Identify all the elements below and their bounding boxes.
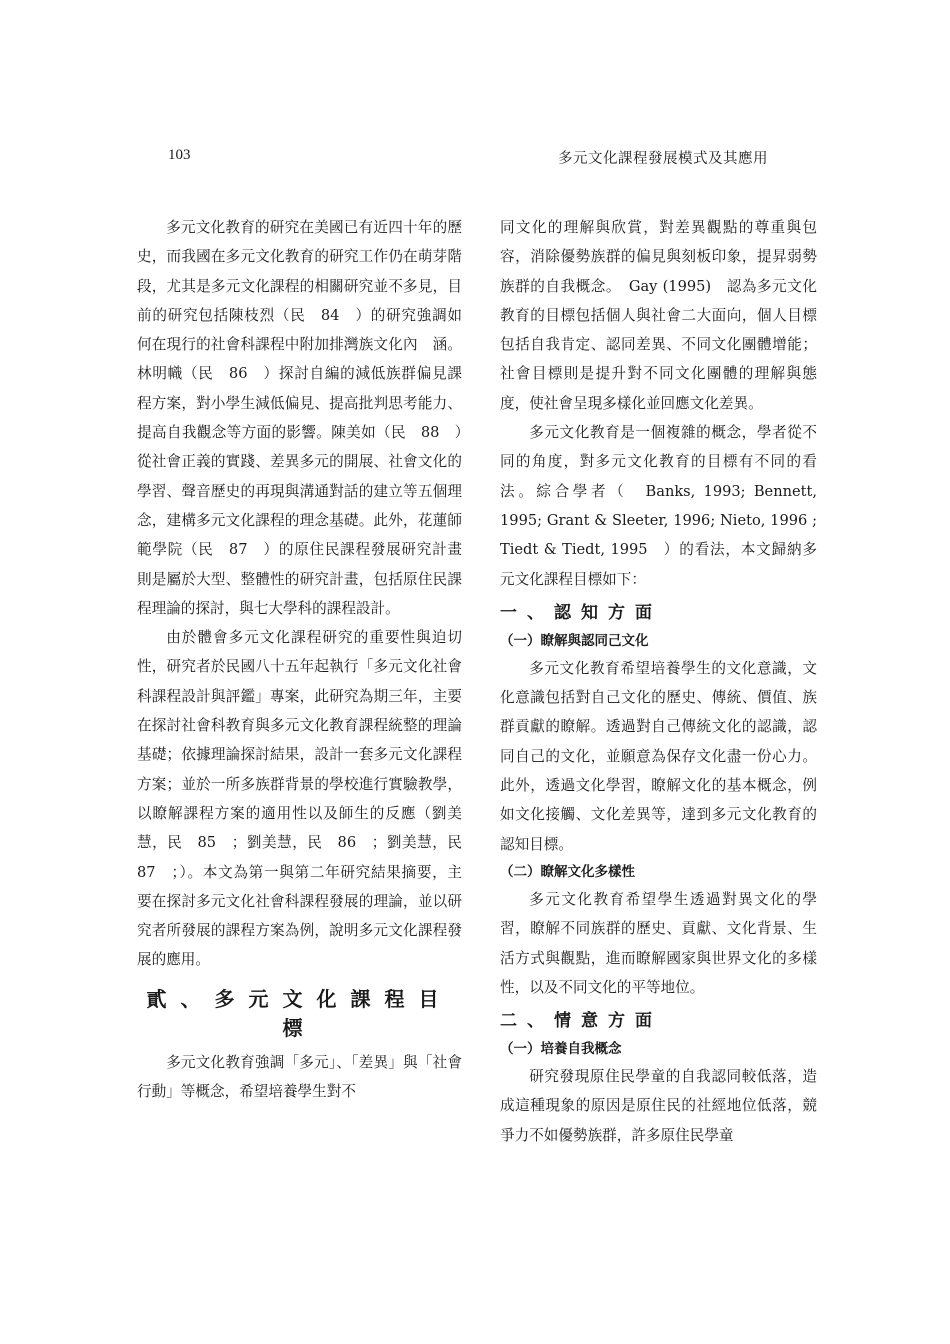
body-paragraph: 多元文化教育是一個複雜的概念，學者從不同的角度，對多元文化教育的目標有不同的看法。綜合學者（ Banks, 1993; Bennett, 1995; Grant & Sleeter, 1996; Nieto, 1996 ; Tiedt & Tiedt, 1995 ）的看法，本文歸納多元文化課程目標如下：: [500, 424, 817, 588]
body-paragraph: 研究發現原住民學童的自我認同較低落，造成這種現象的原因是原住民的社經地位低落，競爭力不如優勢族群，許多原住民學童: [500, 1068, 817, 1144]
body-paragraph: 多元文化教育希望培養學生的文化意識，文化意識包括對自己文化的歷史、傳統、價值、族群貢獻的瞭解。透過對自己傳統文化的認識，認同自己的文化，並願意為保存文化盡一份心力。此外，透過文化學習，瞭解文化的基本概念，例如文化接觸、文化差異等，達到多元文化教育的認知目標。: [500, 659, 817, 853]
body-paragraph: 多元文化教育強調「多元」、「差異」與「社會行動」等概念，希望培養學生對不: [137, 1053, 462, 1101]
body-paragraph: 同文化的理解與欣賞，對差異觀點的尊重與包容，消除優勢族群的偏見與刻板印象，提昇弱勢族群的自我概念。 Gay (1995) 認為多元文化教育的目標包括個人與社會二大面向，個人目標包括自我肯定、認同差異、不同文化團體增能；社會目標則是提升對不同文化團體的理解與態度，使社會呈現多樣化並回應文化差異。: [500, 219, 817, 412]
body-paragraph: 多元文化教育希望學生透過對異文化的學習，瞭解不同族群的歷史、貢獻、文化背景、生活方式與觀點，進而瞭解國家與世界文化的多樣性，以及不同文化的平等地位。: [500, 890, 817, 996]
body-paragraph: 多元文化教育的研究在美國已有近四十年的歷史，而我國在多元文化教育的研究工作仍在萌芽階段，尤其是多元文化課程的相關研究並不多見，目前的研究包括陳枝烈（民 84 ）的研究強調如何在現行的社會科課程中附加排灣族文化內 涵。林明幟（民 86 ）探討自編的減低族群偏見課程方案，對小學生減低偏見、提高批判思考能力、提高自我觀念等方面的影響。陳美如（民 88 ）從社會正義的實踐、差異多元的開展、社會文化的學習、聲音歷史的再現與溝通對話的建立等五個理念，建構多元文化課程的理念基礎。此外，花蓮師範學院（民 87 ）的原住民課程發展研究計畫則是屬於大型、整體性的研究計畫，包括原住民課程理論的探討，與七大學科的課程設計。: [137, 219, 462, 617]
subsubsection-title: （一）培養自我概念: [500, 1041, 622, 1058]
section-title: 貳、多元文化課程目標: [146, 986, 453, 1040]
subsubsection-title: （二）瞭解文化多樣性: [500, 863, 635, 880]
right-column: [500, 213, 817, 1150]
subsection-title: 二、情意方面: [500, 1011, 662, 1032]
subsection-title: 一、認知方面: [500, 602, 662, 623]
body-paragraph: 由於體會多元文化課程研究的重要性與迫切性，研究者於民國八十五年起執行「多元文化社會科課程設計與評鑑」專案，此研究為期三年，主要在探討社會科教育與多元文化教育課程統整的理論基礎；依據理論探討結果，設計一套多元文化課程方案；並於一所多族群背景的學校進行實驗教學，以瞭解課程方案的適用性以及師生的反應（劉美慧，民 85 ；劉美慧，民 86 ；劉美慧，民 87 ；）。本文為第一與第二年研究結果摘要，主要在探討多元文化社會科課程發展的理論，並以研究者所發展的課程方案為例，說明多元文化課程發展的應用。: [137, 629, 477, 969]
subsubsection-title: （一）瞭解與認同己文化: [500, 632, 649, 649]
page-number: 103: [168, 147, 191, 163]
left-column: [137, 213, 477, 1106]
running-header: 多元文化課程發展模式及其應用: [558, 151, 768, 167]
